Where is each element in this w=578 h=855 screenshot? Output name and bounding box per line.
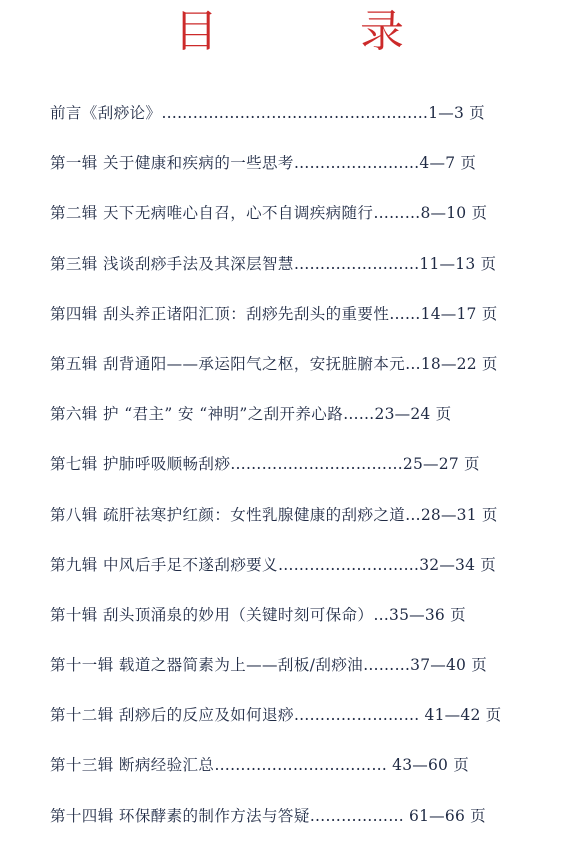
toc-entry-pages: …28—31 页 bbox=[405, 505, 498, 524]
toc-entry-part-4[interactable] bbox=[50, 303, 550, 353]
toc-entry-title: 第十辑 刮头顶涌泉的妙用（关键时刻可保命） bbox=[50, 605, 374, 624]
toc-entry-pages: ……………… 61—66 页 bbox=[309, 806, 486, 825]
toc-entry-title: 第三辑 浅谈刮痧手法及其深层智慧 bbox=[50, 254, 294, 273]
toc-entry-title: 第十二辑 刮痧后的反应及如何退痧 bbox=[50, 706, 294, 725]
toc-entry-title: 第十一辑 载道之器简素为上——刮板/刮痧油 bbox=[50, 656, 364, 675]
toc-entry-title: 第十三辑 断病经验汇总 bbox=[50, 756, 215, 775]
toc-entry-title: 第八辑 疏肝祛寒护红颜：女性乳腺健康的刮痧之道 bbox=[50, 505, 406, 524]
toc-entry-pages: …………………… 41—42 页 bbox=[293, 706, 502, 725]
toc-entry-part-7[interactable] bbox=[50, 453, 550, 503]
toc-entry-title: 前言《刮痧论》 bbox=[50, 104, 162, 122]
table-of-contents bbox=[50, 102, 550, 855]
toc-entry-title: 第四辑 刮头养正诸阳汇顶：刮痧先刮头的重要性 bbox=[50, 304, 390, 323]
toc-entry-title: 第七辑 护肺呼吸顺畅刮痧 bbox=[50, 455, 231, 474]
toc-entry-pages: ……23—24 页 bbox=[343, 405, 452, 424]
toc-entry-title: 第一辑 关于健康和疾病的一些思考 bbox=[50, 154, 294, 173]
toc-entry-pages: …35—36 页 bbox=[373, 605, 466, 624]
toc-entry-part-1[interactable] bbox=[50, 152, 550, 202]
toc-entry-preface[interactable] bbox=[50, 102, 550, 152]
toc-entry-part-2[interactable] bbox=[50, 202, 550, 252]
toc-entry-part-14[interactable] bbox=[50, 805, 550, 855]
toc-entry-pages: …18—22 页 bbox=[405, 354, 498, 373]
toc-entry-part-12[interactable] bbox=[50, 704, 550, 754]
page-title: 目 录 bbox=[174, 6, 468, 57]
toc-entry-part-6[interactable] bbox=[50, 403, 550, 453]
toc-entry-part-13[interactable] bbox=[50, 754, 550, 804]
toc-entry-part-10[interactable] bbox=[50, 604, 550, 654]
toc-entry-title: 第六辑 护 “君主” 安 “神明”之刮开养心路 bbox=[50, 405, 344, 424]
toc-entry-title: 第五辑 刮背通阳——承运阳气之枢，安抚脏腑本元 bbox=[50, 354, 406, 373]
toc-entry-part-3[interactable] bbox=[50, 253, 550, 303]
toc-entry-part-9[interactable] bbox=[50, 554, 550, 604]
toc-entry-pages: ………8—10 页 bbox=[373, 204, 488, 223]
toc-entry-pages: ……………………………………………1—3 页 bbox=[161, 104, 485, 122]
toc-entry-part-5[interactable] bbox=[50, 353, 550, 403]
toc-entry-title: 第二辑 天下无病唯心自召，心不自调疾病随行 bbox=[50, 204, 374, 223]
toc-entry-title: 第九辑 中风后手足不遂刮痧要义 bbox=[50, 555, 278, 574]
toc-entry-pages: ……14—17 页 bbox=[389, 304, 498, 323]
toc-entry-title: 第十四辑 环保酵素的制作方法与答疑 bbox=[50, 806, 310, 825]
toc-entry-pages: ………………………32—34 页 bbox=[277, 555, 497, 574]
toc-entry-pages: ……………………4—7 页 bbox=[293, 154, 477, 173]
toc-entry-pages: ……………………………25—27 页 bbox=[230, 455, 480, 474]
toc-entry-pages: ………37—40 页 bbox=[363, 656, 487, 675]
toc-entry-pages: ……………………11—13 页 bbox=[293, 254, 497, 273]
toc-entry-part-11[interactable] bbox=[50, 654, 550, 704]
toc-entry-part-8[interactable] bbox=[50, 504, 550, 554]
toc-entry-pages: …………………………… 43—60 页 bbox=[214, 756, 469, 775]
